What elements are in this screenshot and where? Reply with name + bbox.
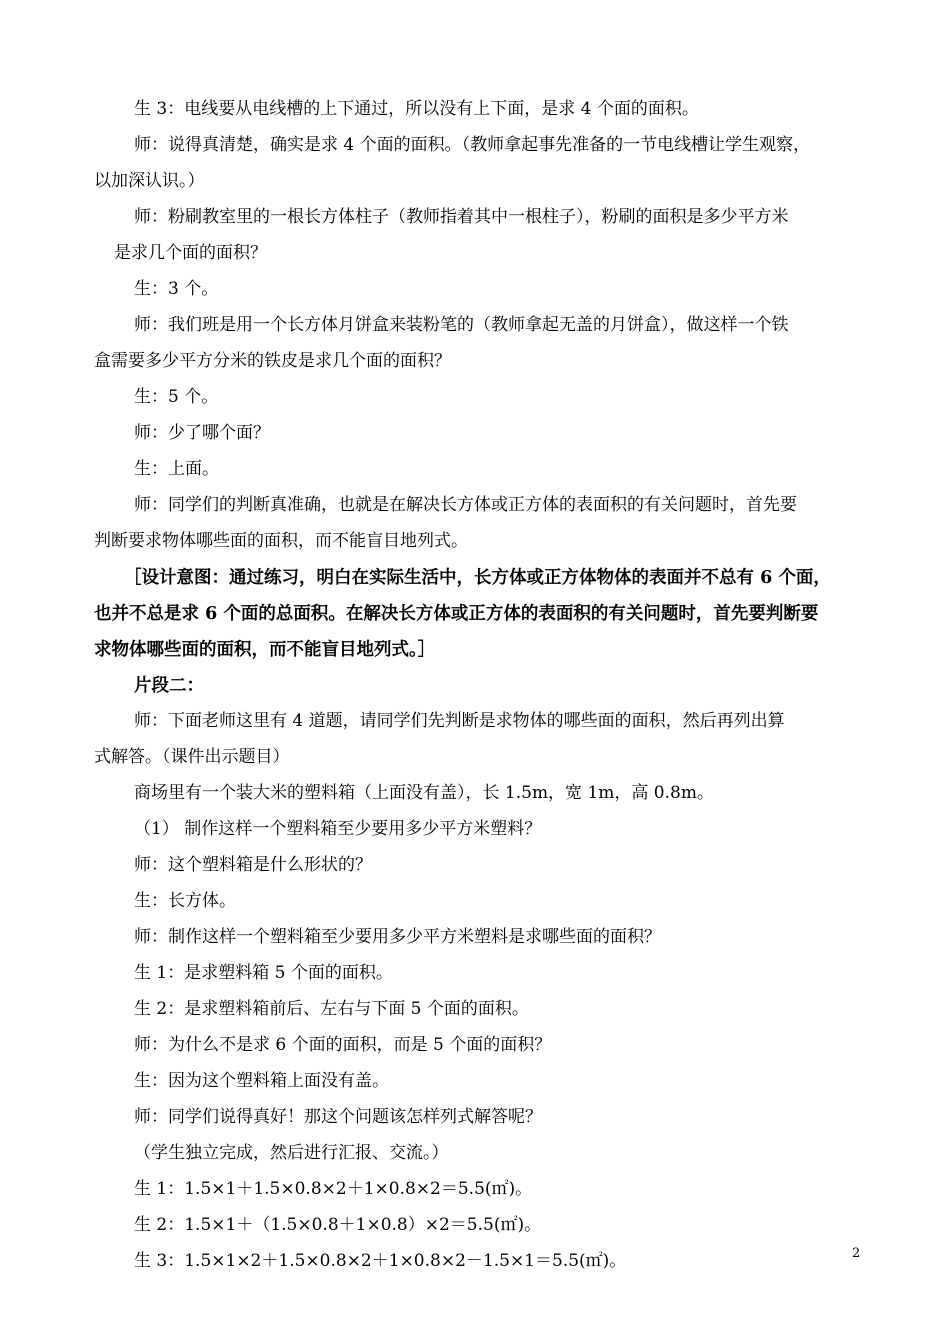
formula-line: 生 2：1.5×1＋（1.5×0.8＋1×0.8）×2＝5.5(㎡)。 xyxy=(134,1215,542,1235)
dialogue-line: 生：上面。 xyxy=(134,459,219,479)
page-number: 2 xyxy=(852,1246,861,1261)
dialogue-line: 生 1：是求塑料箱 5 个面的面积。 xyxy=(134,963,393,983)
section-heading: 片段二： xyxy=(134,676,204,696)
dialogue-line: 师：同学们的判断真准确，也就是在解决长方体或正方体的表面积的有关问题时，首先要 xyxy=(134,495,797,515)
design-intent-line: 也并不总是求 6 个面的总面积。在解决长方体或正方体的表面积的有关问题时，首先要判断要 xyxy=(94,604,819,624)
dialogue-line: 判断要求物体哪些面的面积，而不能盲目地列式。 xyxy=(94,531,468,551)
formula-line: 生 3：1.5×1×2＋1.5×0.8×2＋1×0.8×2－1.5×1＝5.5(㎡)。 xyxy=(134,1251,627,1271)
design-intent-line: ［设计意图：通过练习，明白在实际生活中，长方体或正方体物体的表面并不总有 6 个面， xyxy=(124,568,831,588)
dialogue-line: 师：这个塑料箱是什么形状的？ xyxy=(134,855,372,875)
dialogue-line: 以加深认识。） xyxy=(94,171,205,191)
dialogue-line: （学生独立完成，然后进行汇报、交流。） xyxy=(134,1143,449,1163)
dialogue-line: 生：因为这个塑料箱上面没有盖。 xyxy=(134,1071,389,1091)
dialogue-line: 师：同学们说得真好！那这个问题该怎样列式解答呢？ xyxy=(134,1107,542,1127)
dialogue-line: 生：3 个。 xyxy=(134,279,219,299)
dialogue-line: 盒需要多少平方分米的铁皮是求几个面的面积？ xyxy=(94,351,451,371)
formula-line: 生 1：1.5×1＋1.5×0.8×2＋1×0.8×2＝5.5(㎡)。 xyxy=(134,1179,533,1199)
dialogue-line: 生：长方体。 xyxy=(134,891,236,911)
dialogue-line: 师：为什么不是求 6 个面的面积，而是 5 个面的面积？ xyxy=(134,1035,552,1055)
dialogue-line: 师：下面老师这里有 4 道题，请同学们先判断是求物体的哪些面的面积，然后再列出算 xyxy=(134,711,785,731)
dialogue-line: 师：说得真清楚，确实是求 4 个面的面积。（教师拿起事先准备的一节电线槽让学生观察， xyxy=(134,135,811,155)
dialogue-line: 是求几个面的面积？ xyxy=(114,243,267,263)
dialogue-line: 师：粉刷教室里的一根长方体柱子（教师指着其中一根柱子），粉刷的面积是多少平方米 xyxy=(134,207,789,227)
dialogue-line: 师：少了哪个面？ xyxy=(134,423,270,443)
design-intent-line: 求物体哪些面的面积，而不能盲目地列式。］ xyxy=(94,640,436,660)
dialogue-line: 师：我们班是用一个长方体月饼盒来装粉笔的（教师拿起无盖的月饼盒），做这样一个铁 xyxy=(134,315,789,335)
dialogue-line: 师：制作这样一个塑料箱至少要用多少平方米塑料是求哪些面的面积？ xyxy=(134,927,661,947)
question-item: （1） 制作这样一个塑料箱至少要用多少平方米塑料？ xyxy=(134,819,542,839)
dialogue-line: 生 2：是求塑料箱前后、左右与下面 5 个面的面积。 xyxy=(134,999,529,1019)
dialogue-line: 式解答。（课件出示题目） xyxy=(94,747,290,767)
problem-statement: 商场里有一个装大米的塑料箱（上面没有盖），长 1.5m，宽 1m，高 0.8m。 xyxy=(134,783,714,803)
dialogue-line: 生 3：电线要从电线槽的上下通过，所以没有上下面，是求 4 个面的面积。 xyxy=(134,99,699,119)
dialogue-line: 生：5 个。 xyxy=(134,387,219,407)
